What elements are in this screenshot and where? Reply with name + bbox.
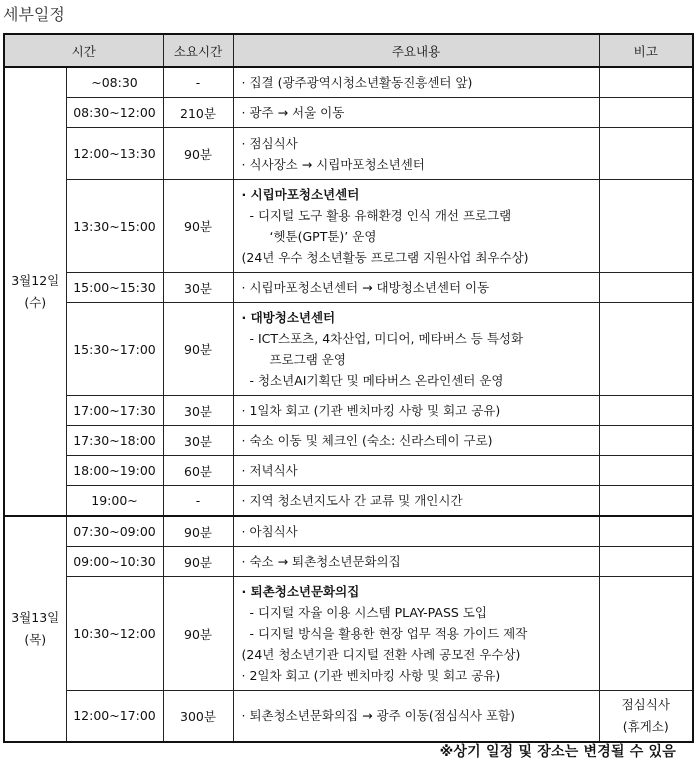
time-cell: 18:00~19:00	[66, 456, 163, 486]
content-line: · 시립마포청소년센터	[241, 187, 360, 202]
remark-cell	[599, 128, 693, 180]
time-cell: 08:30~12:00	[66, 98, 163, 128]
content-line: ‘헷툰(GPT툰)’ 운영	[269, 229, 377, 244]
table-header-row	[4, 34, 693, 67]
content-cell	[233, 426, 599, 456]
change-notice: ※상기 일정 및 장소는 변경될 수 있음	[439, 744, 676, 760]
schedule-row	[4, 98, 693, 128]
content-line: · 광주 → 서울 이동	[241, 105, 345, 120]
content-line: · 퇴촌청소년문화의집 → 광주 이동(점심식사 포함)	[241, 708, 515, 724]
content-cell	[233, 396, 599, 426]
content-line: (24년 우수 청소년활동 프로그램 지원사업 최우수상)	[241, 250, 529, 265]
schedule-row	[4, 396, 693, 426]
content-line: · 식사장소 → 시립마포청소년센터	[241, 156, 425, 172]
remark-cell	[599, 486, 693, 517]
content-line: - ICT스포츠, 4차산업, 미디어, 메타버스 등 특성화	[249, 331, 524, 346]
duration-cell: -	[163, 486, 233, 517]
content-cell	[233, 303, 599, 396]
content-cell	[233, 577, 599, 691]
duration-cell: 60분	[163, 456, 233, 486]
day-date: 3월13일	[11, 609, 60, 625]
content-line: 프로그램 운영	[269, 352, 346, 367]
content-cell	[233, 98, 599, 128]
schedule-row	[4, 456, 693, 486]
header-remark: 비고	[599, 34, 693, 67]
remark-cell	[599, 303, 693, 396]
remark-cell	[599, 516, 693, 547]
remark-cell	[599, 180, 693, 273]
duration-cell: 90분	[163, 180, 233, 273]
duration-cell: 30분	[163, 426, 233, 456]
schedule-row	[4, 547, 693, 577]
time-cell: 13:30~15:00	[66, 180, 163, 273]
schedule-row	[4, 303, 693, 396]
content-line: (24년 청소년기관 디지털 전환 사례 공모전 우수상)	[241, 647, 521, 662]
content-line: · 점심식사	[241, 135, 298, 151]
schedule-row	[4, 128, 693, 180]
remark-cell	[599, 67, 693, 98]
content-line: · 아침식사	[241, 524, 298, 539]
content-cell	[233, 180, 599, 273]
day-cell	[4, 516, 66, 742]
content-cell	[233, 128, 599, 180]
time-cell: 17:30~18:00	[66, 426, 163, 456]
schedule-table	[3, 33, 694, 743]
content-cell	[233, 456, 599, 486]
schedule-row	[4, 486, 693, 517]
content-line: · 숙소 이동 및 체크인 (숙소: 신라스테이 구로)	[241, 433, 493, 448]
time-cell: 15:00~15:30	[66, 273, 163, 303]
content-line: - 디지털 방식을 활용한 현장 업무 적용 가이드 제작	[249, 626, 528, 641]
content-cell	[233, 516, 599, 547]
remark-cell	[599, 691, 693, 742]
time-cell: ~08:30	[66, 67, 163, 98]
day-weekday: (목)	[24, 631, 47, 647]
header-duration: 소요시간	[163, 34, 233, 67]
duration-cell: 90분	[163, 516, 233, 547]
time-cell: 07:30~09:00	[66, 516, 163, 547]
content-cell	[233, 486, 599, 517]
duration-cell: 210분	[163, 98, 233, 128]
time-cell: 15:30~17:00	[66, 303, 163, 396]
duration-cell: 90분	[163, 547, 233, 577]
day-date: 3월12일	[11, 272, 60, 288]
schedule-row	[4, 67, 693, 98]
remark-cell	[599, 547, 693, 577]
remark-cell	[599, 396, 693, 426]
schedule-row	[4, 273, 693, 303]
duration-cell: 300분	[163, 691, 233, 742]
content-line: · 집결 (광주광역시청소년활동진흥센터 앞)	[241, 75, 473, 90]
schedule-row	[4, 180, 693, 273]
time-cell: 19:00~	[66, 486, 163, 517]
content-line: - 디지털 자율 이용 시스템 PLAY-PASS 도입	[249, 605, 487, 620]
content-line: · 2일차 회고 (기관 벤치마킹 사항 및 회고 공유)	[241, 668, 501, 683]
content-line: · 퇴촌청소년문화의집	[241, 584, 360, 599]
content-line: - 청소년AI기획단 및 메타버스 온라인센터 운영	[249, 373, 504, 388]
schedule-row	[4, 577, 693, 691]
time-cell: 12:00~13:30	[66, 128, 163, 180]
remark-cell	[599, 273, 693, 303]
content-line: · 시립마포청소년센터 → 대방청소년센터 이동	[241, 280, 490, 295]
duration-cell: -	[163, 67, 233, 98]
content-cell	[233, 67, 599, 98]
day-cell	[4, 67, 66, 516]
duration-cell: 90분	[163, 577, 233, 691]
content-line: · 저녁식사	[241, 463, 298, 478]
content-line: · 숙소 → 퇴촌청소년문화의집	[241, 554, 401, 569]
duration-cell: 30분	[163, 273, 233, 303]
schedule-row	[4, 516, 693, 547]
remark-line: (휴게소)	[622, 718, 669, 734]
time-cell: 12:00~17:00	[66, 691, 163, 742]
duration-cell: 90분	[163, 128, 233, 180]
duration-cell: 30분	[163, 396, 233, 426]
schedule-row	[4, 691, 693, 742]
remark-cell	[599, 456, 693, 486]
content-line: · 지역 청소년지도사 간 교류 및 개인시간	[241, 493, 463, 508]
header-content: 주요내용	[233, 34, 599, 67]
time-cell: 10:30~12:00	[66, 577, 163, 691]
content-line: · 1일차 회고 (기관 벤치마킹 사항 및 회고 공유)	[241, 403, 501, 418]
content-line: · 대방청소년센터	[241, 310, 336, 325]
time-cell: 09:00~10:30	[66, 547, 163, 577]
remark-cell	[599, 577, 693, 691]
header-time: 시간	[4, 34, 163, 67]
duration-cell: 90분	[163, 303, 233, 396]
remark-cell	[599, 98, 693, 128]
day-weekday: (수)	[24, 294, 47, 310]
remark-line: 점심식사	[621, 696, 670, 712]
section-title: 세부일정	[3, 5, 65, 24]
schedule-row	[4, 426, 693, 456]
time-cell: 17:00~17:30	[66, 396, 163, 426]
remark-cell	[599, 426, 693, 456]
content-cell	[233, 691, 599, 742]
content-cell	[233, 547, 599, 577]
content-line: - 디지털 도구 활용 유해환경 인식 개선 프로그램	[249, 208, 512, 223]
content-cell	[233, 273, 599, 303]
